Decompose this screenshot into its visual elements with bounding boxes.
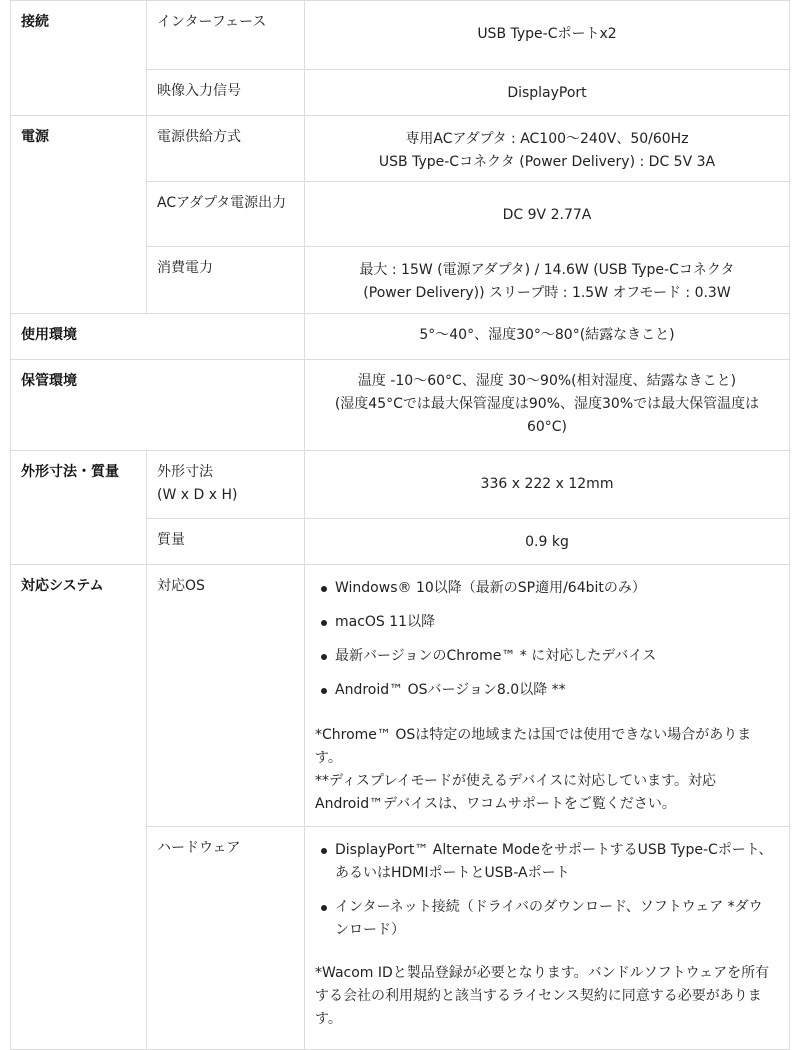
list-item: 最新バージョンのChrome™ * に対応したデバイス bbox=[315, 645, 775, 668]
value-storage-env bbox=[305, 360, 790, 451]
value-hardware bbox=[305, 827, 790, 1050]
value-weight: 0.9 kg bbox=[305, 519, 790, 565]
label-hardware: ハードウェア bbox=[147, 827, 305, 1050]
label-power-consumption: 消費電力 bbox=[147, 247, 305, 314]
table-row bbox=[11, 314, 790, 360]
value-power-consumption bbox=[305, 247, 790, 314]
label-adapter-output: ACアダプタ電源出力 bbox=[147, 182, 305, 247]
value-os bbox=[305, 565, 790, 827]
table-row bbox=[11, 116, 790, 182]
consumption-line: 最大 : 15W (電源アダプタ) / 14.6W (USB Type-Cコネクタ bbox=[359, 262, 735, 278]
consumption-line: (Power Delivery)) スリープ時 : 1.5W オフモード : 0.3W bbox=[363, 285, 731, 301]
storage-env-line: (湿度45°Cでは最大保管湿度は90%、湿度30%では最大保管温度は bbox=[334, 396, 760, 412]
spec-table bbox=[10, 0, 790, 1050]
hardware-list bbox=[315, 839, 775, 942]
label-video-input: 映像入力信号 bbox=[147, 70, 305, 116]
category-power: 電源 bbox=[11, 116, 147, 314]
storage-env-line: 60°C) bbox=[526, 419, 568, 435]
storage-env-line: 温度 -10〜60°C、湿度 30〜90%(相対湿度、結露なきこと) bbox=[357, 373, 737, 389]
list-item: インターネット接続（ドライバのダウンロード、ソフトウェア *ダウンロード） bbox=[315, 896, 775, 942]
bullet-icon bbox=[321, 688, 327, 694]
power-method-line: 専用ACアダプタ : AC100〜240V、50/60Hz bbox=[405, 131, 689, 147]
table-row bbox=[11, 1, 790, 70]
bullet-icon bbox=[321, 586, 327, 592]
category-operating-env: 使用環境 bbox=[11, 314, 305, 360]
hardware-note: *Wacom IDと製品登録が必要となります。バンドルソフトウェアを所有する会社の利用規約と該当するライセンス契約に同意する必要があります。 bbox=[315, 965, 770, 1027]
category-storage-env: 保管環境 bbox=[11, 360, 305, 451]
list-item: Android™ OSバージョン8.0以降 ** bbox=[315, 679, 775, 702]
list-item: DisplayPort™ Alternate ModeをサポートするUSB Type-Cポート、あるいはHDMIポートとUSB-Aポート bbox=[315, 839, 775, 885]
label-weight: 質量 bbox=[147, 519, 305, 565]
power-method-line: USB Type-Cコネクタ (Power Delivery) : DC 5V 3A bbox=[378, 154, 716, 170]
os-note: **ディスプレイモードが使えるデバイスに対応しています。対応Android™デバイスは、ワコムサポートをご覧ください。 bbox=[315, 773, 716, 812]
value-interface: USB Type-Cポートx2 bbox=[305, 1, 790, 70]
os-list bbox=[315, 577, 775, 702]
table-row bbox=[11, 360, 790, 451]
bullet-icon bbox=[321, 620, 327, 626]
value-operating-env: 5°〜40°、湿度30°〜80°(結露なきこと) bbox=[305, 314, 790, 360]
os-note: *Chrome™ OSは特定の地域または国では使用できない場合があります。 bbox=[315, 727, 752, 766]
category-dimensions: 外形寸法・質量 bbox=[11, 451, 147, 565]
value-adapter-output: DC 9V 2.77A bbox=[305, 182, 790, 247]
table-row bbox=[11, 451, 790, 519]
size-label: 外形寸法 bbox=[157, 464, 213, 480]
os-notes bbox=[315, 724, 775, 816]
bullet-icon bbox=[321, 848, 327, 854]
value-size: 336 x 222 x 12mm bbox=[305, 451, 790, 519]
label-power-method: 電源供給方式 bbox=[147, 116, 305, 182]
size-label-units: (W x D x H) bbox=[157, 487, 238, 503]
label-interface: インターフェース bbox=[147, 1, 305, 70]
category-connection: 接続 bbox=[11, 1, 147, 116]
value-power-method bbox=[305, 116, 790, 182]
bullet-icon bbox=[321, 654, 327, 660]
label-size bbox=[147, 451, 305, 519]
list-item: macOS 11以降 bbox=[315, 611, 775, 634]
bullet-icon bbox=[321, 905, 327, 911]
table-row bbox=[11, 565, 790, 827]
value-video-input: DisplayPort bbox=[305, 70, 790, 116]
category-systems: 対応システム bbox=[11, 565, 147, 1050]
label-os: 対応OS bbox=[147, 565, 305, 827]
list-item: Windows® 10以降（最新のSP適用/64bitのみ） bbox=[315, 577, 775, 600]
